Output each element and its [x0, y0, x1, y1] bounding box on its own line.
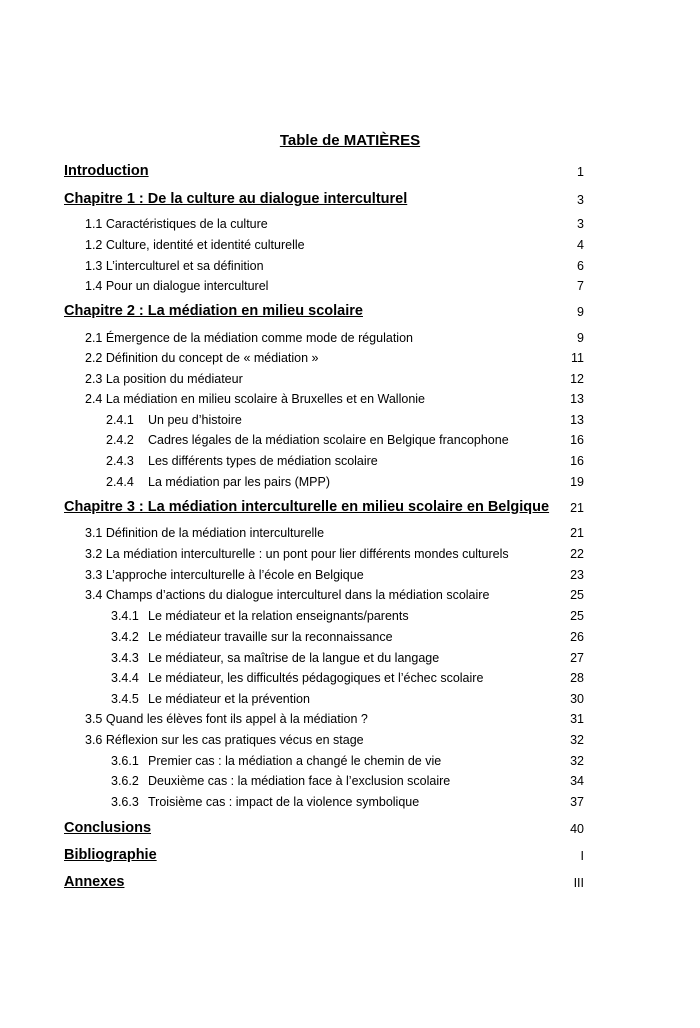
toc-title: Troisième cas : impact de la violence symbolique: [148, 795, 420, 809]
toc-page-number: 3: [577, 217, 584, 231]
toc-number: 3.6.1: [111, 754, 139, 768]
toc-label: 3.2 La médiation interculturelle : un pont pour lier différents mondes culturels: [85, 547, 509, 561]
toc-page-number: 31: [570, 712, 584, 726]
toc-label: [111, 651, 439, 665]
toc-number: 3.4.1: [111, 609, 139, 623]
toc-label: 2.4 La médiation en milieu scolaire à Bruxelles et en Wallonie: [85, 392, 425, 406]
toc-page-number: 13: [570, 413, 584, 427]
toc-label: Chapitre 3 : La médiation interculturelle en milieu scolaire en Belgique: [64, 499, 550, 515]
toc-page-number: 11: [571, 351, 584, 365]
toc-label: 3.3 L’approche interculturelle à l’école en Belgique: [85, 568, 364, 582]
toc-number: 3.4.5: [111, 692, 139, 706]
toc-label: 3.4 Champs d’actions du dialogue interculturel dans la médiation scolaire: [85, 588, 490, 602]
toc-section-1-4[interactable]: [64, 279, 584, 299]
toc-page-number: 23: [570, 568, 584, 582]
toc-section-3-6[interactable]: [64, 733, 584, 753]
toc-label: Conclusions: [64, 820, 152, 836]
toc-title: Un peu d’histoire: [148, 413, 242, 427]
toc-title: Le médiateur travaille sur la reconnaissance: [148, 630, 393, 644]
toc-page-number: 16: [570, 433, 584, 447]
toc-chapter-1[interactable]: [64, 191, 584, 211]
toc-page-number: 9: [577, 305, 584, 319]
toc-label: [106, 475, 330, 489]
toc-number: 2.4.4: [106, 475, 134, 489]
toc-label: 1.2 Culture, identité et identité culturelle: [85, 238, 305, 252]
toc-section-2-3[interactable]: [64, 372, 584, 392]
toc-subsection-3-6-1[interactable]: [64, 754, 584, 774]
toc-subsection-3-6-3[interactable]: [64, 795, 584, 815]
toc-subsection-2-4-2[interactable]: [64, 433, 584, 453]
toc-page-number: 40: [570, 822, 584, 836]
toc-title: Premier cas : la médiation a changé le chemin de vie: [148, 754, 442, 768]
toc-number: 3.6.3: [111, 795, 139, 809]
toc-label: Chapitre 1 : De la culture au dialogue interculturel: [64, 191, 408, 207]
toc-label: Chapitre 2 : La médiation en milieu scolaire: [64, 303, 363, 319]
toc-label: 2.1 Émergence de la médiation comme mode de régulation: [85, 331, 413, 345]
toc-title: La médiation par les pairs (MPP): [148, 475, 331, 489]
toc-page-number: 1: [577, 165, 584, 179]
toc-chapter-3[interactable]: [64, 499, 584, 519]
toc-label: [111, 609, 409, 623]
toc-page-number: 25: [570, 588, 584, 602]
toc-section-3-2[interactable]: [64, 547, 584, 567]
toc-page-number: 19: [570, 475, 584, 489]
toc-subsection-3-4-1[interactable]: [64, 609, 584, 629]
toc-page-number: 37: [570, 795, 584, 809]
toc-number: 3.4.2: [111, 630, 139, 644]
toc-title: Le médiateur et la relation enseignants/parents: [148, 609, 409, 623]
toc-subsection-2-4-1[interactable]: [64, 413, 584, 433]
toc-label: 3.6 Réflexion sur les cas pratiques vécus en stage: [85, 733, 364, 747]
toc-label: Annexes: [64, 874, 125, 890]
toc-label: 2.3 La position du médiateur: [85, 372, 243, 386]
toc-subsection-3-4-3[interactable]: [64, 651, 584, 671]
toc-label: 3.1 Définition de la médiation interculturelle: [85, 526, 325, 540]
toc-chapter-bibliographie[interactable]: [64, 847, 584, 867]
toc-section-2-4[interactable]: [64, 392, 584, 412]
toc-page-number: 34: [570, 774, 584, 788]
toc-number: 3.6.2: [111, 774, 139, 788]
toc-page-number: 6: [577, 259, 584, 273]
toc-page-number: 13: [570, 392, 584, 406]
toc-page-number: 28: [570, 671, 584, 685]
toc-title: Le médiateur et la prévention: [148, 692, 310, 706]
toc-section-1-3[interactable]: [64, 259, 584, 279]
toc-label: [106, 454, 378, 468]
toc-label: [111, 754, 441, 768]
toc-subsection-3-6-2[interactable]: [64, 774, 584, 794]
toc-label: [111, 630, 393, 644]
toc-label: [111, 774, 450, 788]
toc-chapter-2[interactable]: [64, 303, 584, 323]
toc-number: 2.4.1: [106, 413, 134, 427]
toc-label: [106, 433, 509, 447]
toc-page-number: 30: [570, 692, 584, 706]
toc-page-number: 32: [570, 754, 584, 768]
toc-page-number: 22: [570, 547, 584, 561]
page-title: Table de MATIÈRES: [279, 132, 421, 149]
toc-label: 3.5 Quand les élèves font ils appel à la médiation ?: [85, 712, 368, 726]
toc-subsection-2-4-3[interactable]: [64, 454, 584, 474]
toc-section-1-2[interactable]: [64, 238, 584, 258]
toc-page-number: 7: [577, 279, 584, 293]
toc-chapter-conclusions[interactable]: [64, 820, 584, 840]
toc-page-number: 21: [570, 526, 584, 540]
toc-section-3-3[interactable]: [64, 568, 584, 588]
toc-number: 3.4.3: [111, 651, 139, 665]
toc-label: [111, 671, 483, 685]
toc-chapter-introduction[interactable]: [64, 163, 584, 183]
toc-title: Les différents types de médiation scolaire: [148, 454, 378, 468]
toc-page-number: 27: [570, 651, 584, 665]
toc-label: 2.2 Définition du concept de « médiation »: [85, 351, 319, 365]
toc-title: Deuxième cas : la médiation face à l’exclusion scolaire: [148, 774, 451, 788]
toc-section-2-2[interactable]: [64, 351, 584, 371]
toc-label: Bibliographie: [64, 847, 157, 863]
toc-subsection-3-4-5[interactable]: [64, 692, 584, 712]
toc-section-1-1[interactable]: [64, 217, 584, 237]
toc-page-number: 25: [570, 609, 584, 623]
toc-page-number: 26: [570, 630, 584, 644]
toc-label: Introduction: [64, 163, 149, 179]
toc-page-number: 16: [570, 454, 584, 468]
toc-subsection-3-4-4[interactable]: [64, 671, 584, 691]
toc-subsection-2-4-4[interactable]: [64, 475, 584, 495]
toc-number: 2.4.3: [106, 454, 134, 468]
toc-label: [106, 413, 242, 427]
toc-section-3-4[interactable]: [64, 588, 584, 608]
toc-page-number: 21: [570, 501, 584, 515]
toc-section-3-1[interactable]: [64, 526, 584, 546]
toc-section-3-5[interactable]: [64, 712, 584, 732]
toc-number: 3.4.4: [111, 671, 139, 685]
toc-page-number: 4: [577, 238, 584, 252]
toc-number: 2.4.2: [106, 433, 134, 447]
toc-page-number: III: [573, 876, 584, 890]
toc-page-number: I: [580, 849, 584, 863]
toc-label: [111, 692, 310, 706]
toc-title: Cadres légales de la médiation scolaire en Belgique francophone: [148, 433, 509, 447]
toc-page-number: 32: [570, 733, 584, 747]
toc-page-number: 9: [577, 331, 584, 345]
toc-label: 1.1 Caractéristiques de la culture: [85, 217, 268, 231]
toc-page-number: 12: [570, 372, 584, 386]
toc-label: [111, 795, 419, 809]
toc-page-number: 3: [577, 193, 584, 207]
toc-label: 1.3 L’interculturel et sa définition: [85, 259, 264, 273]
toc-section-2-1[interactable]: [64, 331, 584, 351]
toc-label: 1.4 Pour un dialogue interculturel: [85, 279, 269, 293]
toc-title: Le médiateur, les difficultés pédagogiques et l’échec scolaire: [148, 671, 484, 685]
toc-chapter-annexes[interactable]: [64, 874, 584, 894]
toc-title: Le médiateur, sa maîtrise de la langue et du langage: [148, 651, 440, 665]
toc-subsection-3-4-2[interactable]: [64, 630, 584, 650]
